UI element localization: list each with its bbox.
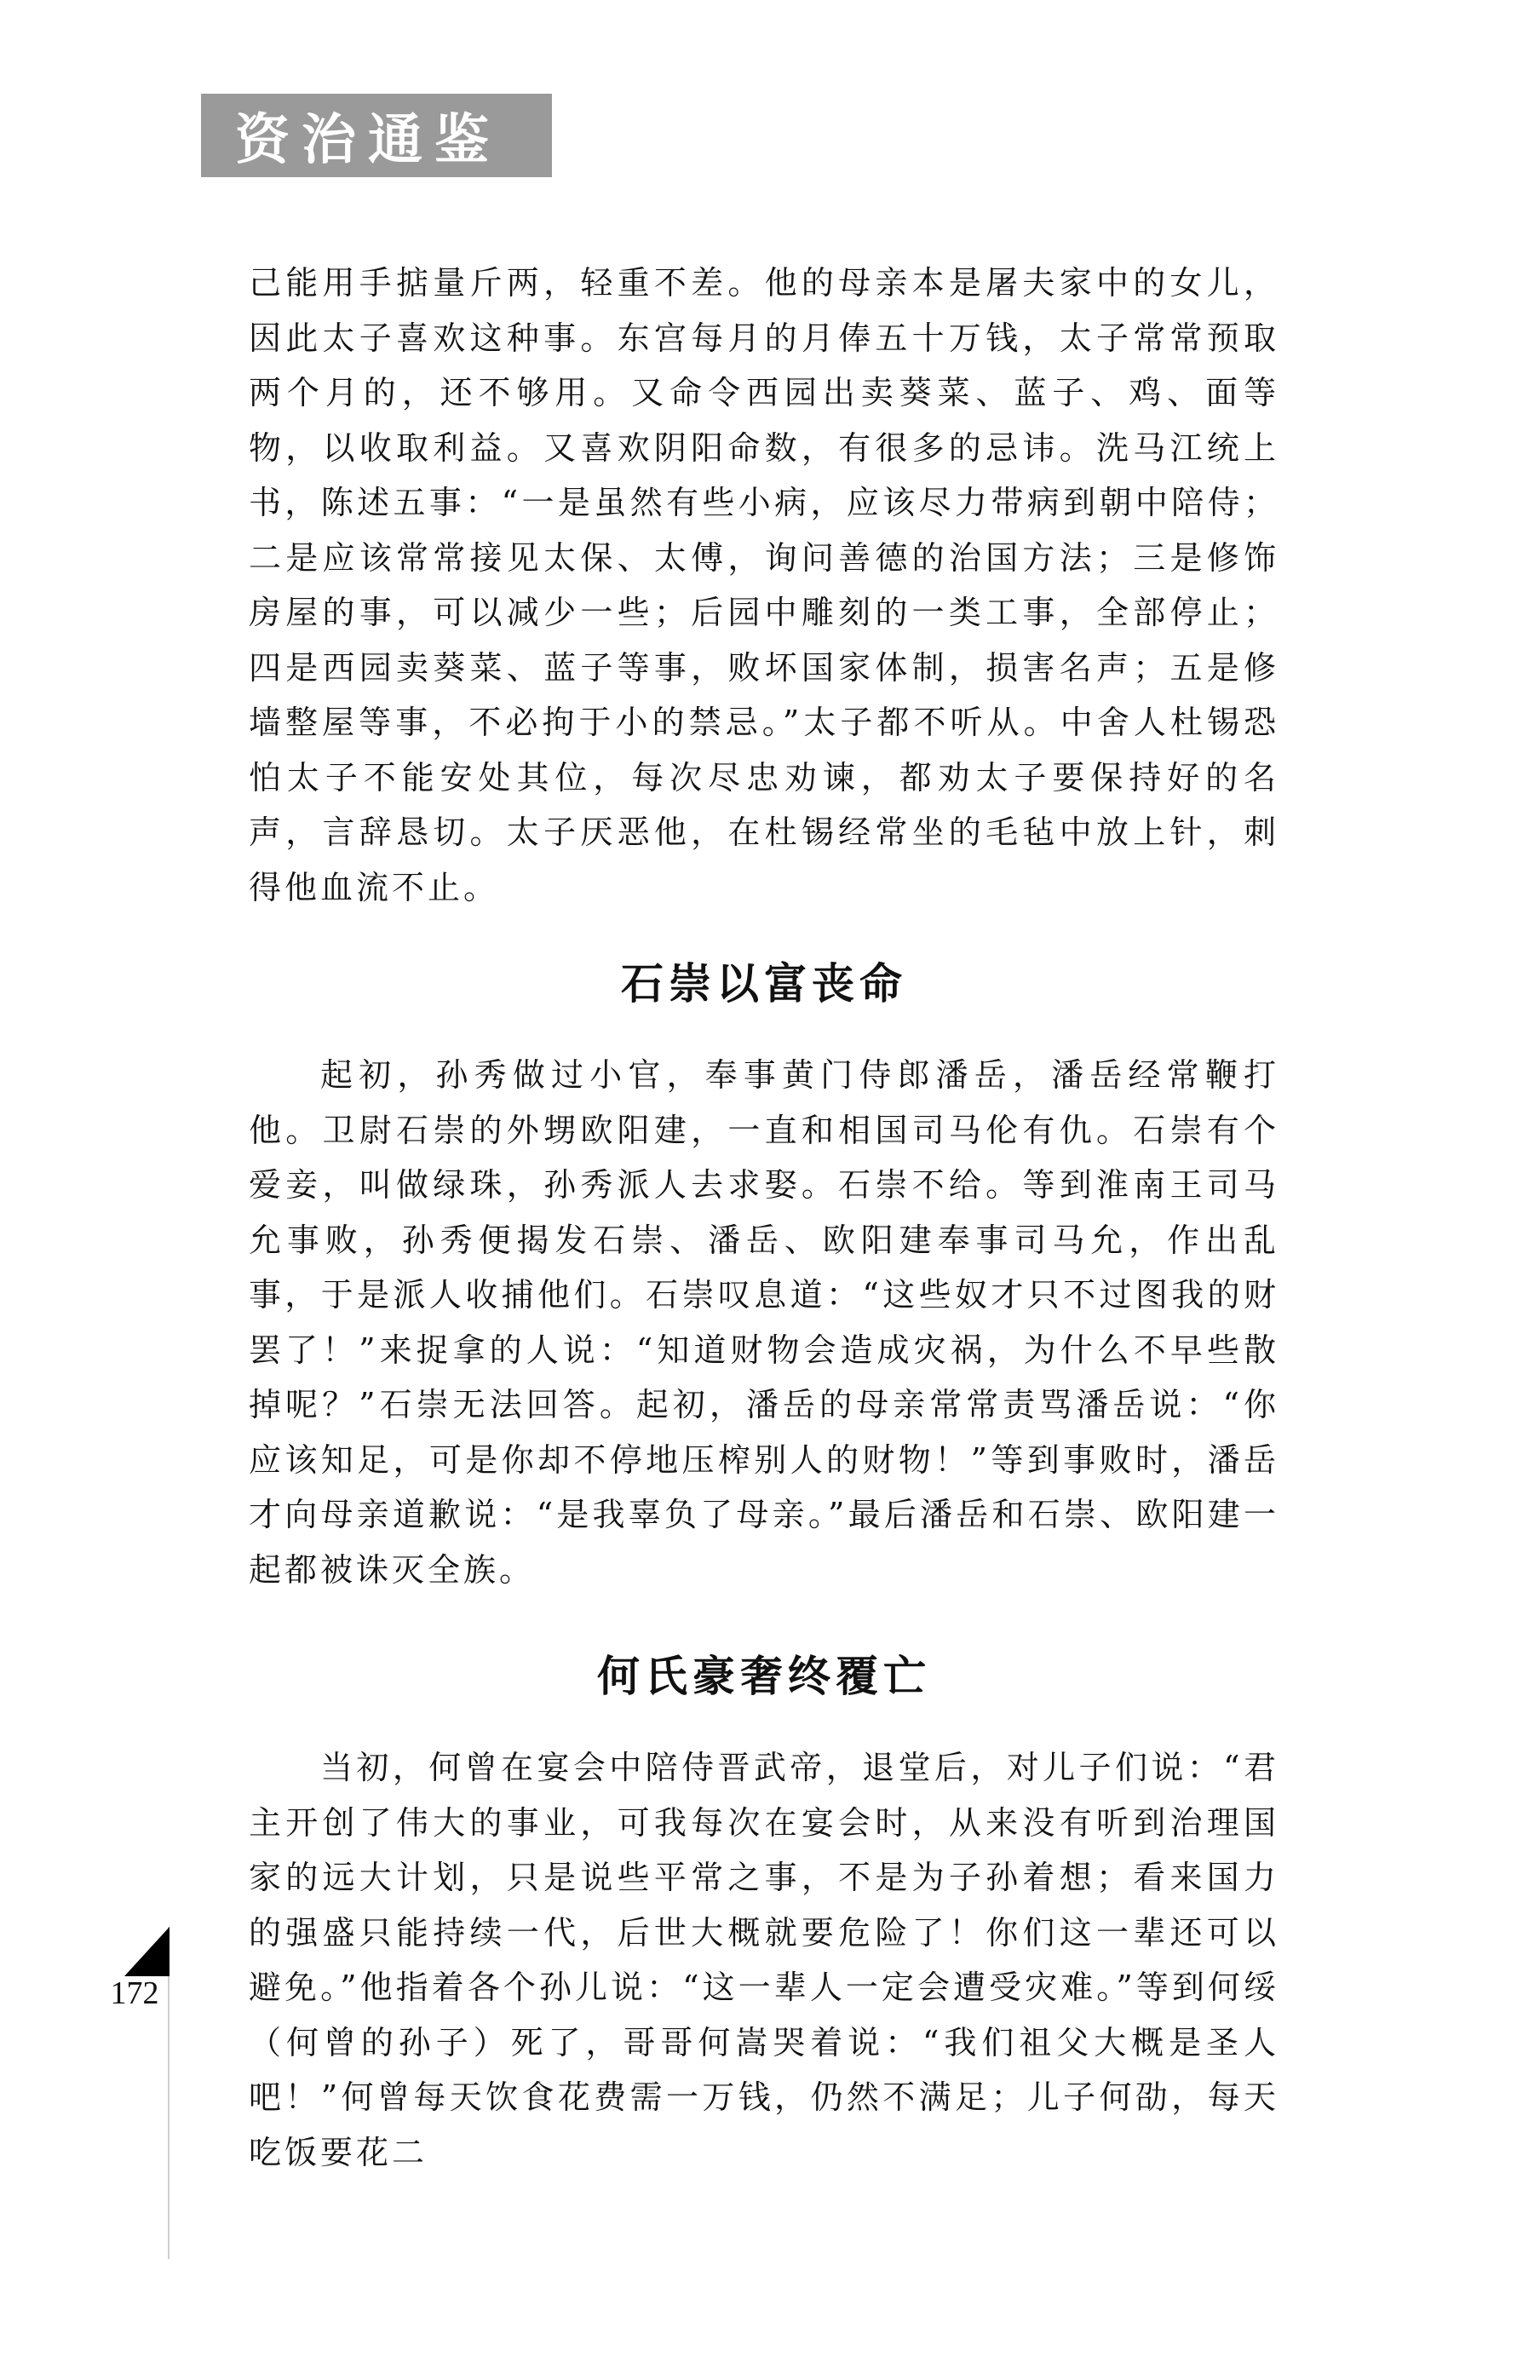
book-title-banner: [201, 94, 552, 177]
page-number: 172: [110, 1975, 159, 2011]
book-title: 资治通鉴: [235, 109, 501, 172]
page-corner-triangle-icon: [124, 1927, 170, 1976]
section-title-he-shi: 何氏豪奢终覆亡: [597, 1652, 931, 1701]
continuation-paragraph: 己能用手掂量斤两，轻重不差。他的母亲本是屠夫家中的女儿，因此太子喜欢这种事。东宫每月的月俸五十万钱，太子常常预取两个月的，还不够用。又命令西园出卖葵菜、蓝子、鸡、面等物，以收取利益。又喜欢阴阳命数，有很多的忌讳。洗马江统上书，陈述五事：“一是虽然有些小病，应该尽力带病到朝中陪侍；二是应该常常接见太保、太傅，询问善德的治国方法；三是修饰房屋的事，可以减少一些；后园中雕刻的一类工事，全部停止；四是西园卖葵菜、蓝子等事，败坏国家体制，损害名声；五是修墙整屋等事，不必拘于小的禁忌。”太子都不听从。中舍人杜锡恐怕太子不能安处其位，每次尽忠劝谏，都劝太子要保持好的名声，言辞恳切。太子厌恶他，在杜锡经常坐的毛毡中放上针，刺得他血流不止。: [249, 264, 1279, 906]
section-title-shi-chong: 石崇以富丧命: [621, 959, 907, 1009]
section-body-shi-chong: 起初，孙秀做过小官，奉事黄门侍郎潘岳，潘岳经常鞭打他。卫尉石崇的外甥欧阳建，一直和相国司马伦有仇。石崇有个爱妾，叫做绿珠，孙秀派人去求娶。石崇不给。等到淮南王司马允事败，孙秀便揭发石崇、潘岳、欧阳建奉事司马允，作出乱事，于是派人收捕他们。石崇叹息道：“这些奴才只不过图我的财罢了！”来捉拿的人说：“知道财物会造成灾祸，为什么不早些散掉呢？”石崇无法回答。起初，潘岳的母亲常常责骂潘岳说：“你应该知足，可是你却不停地压榨别人的财物！”等到事败时，潘岳才向母亲道歉说：“是我辜负了母亲。”最后潘岳和石崇、欧阳建一起都被诛灭全族。: [249, 1056, 1279, 1589]
page-content: [249, 256, 1279, 2180]
section-body-he-shi: 当初，何曾在宴会中陪侍晋武帝，退堂后，对儿子们说：“君主开创了伟大的事业，可我每次在宴会时，从来没有听到治理国家的远大计划，只是说些平常之事，不是为子孙着想；看来国力的强盛只能持续一代，后世大概就要危险了！你们这一辈还可以避免。”他指着各个孙儿说：“这一辈人一定会遭受灾难。”等到何绥（何曾的孙子）死了，哥哥何嵩哭着说：“我们祖父大概是圣人吧！”何曾每天饮食花费需一万钱，仍然不满足；儿子何劭，每天吃饭要花二: [249, 1749, 1279, 2171]
